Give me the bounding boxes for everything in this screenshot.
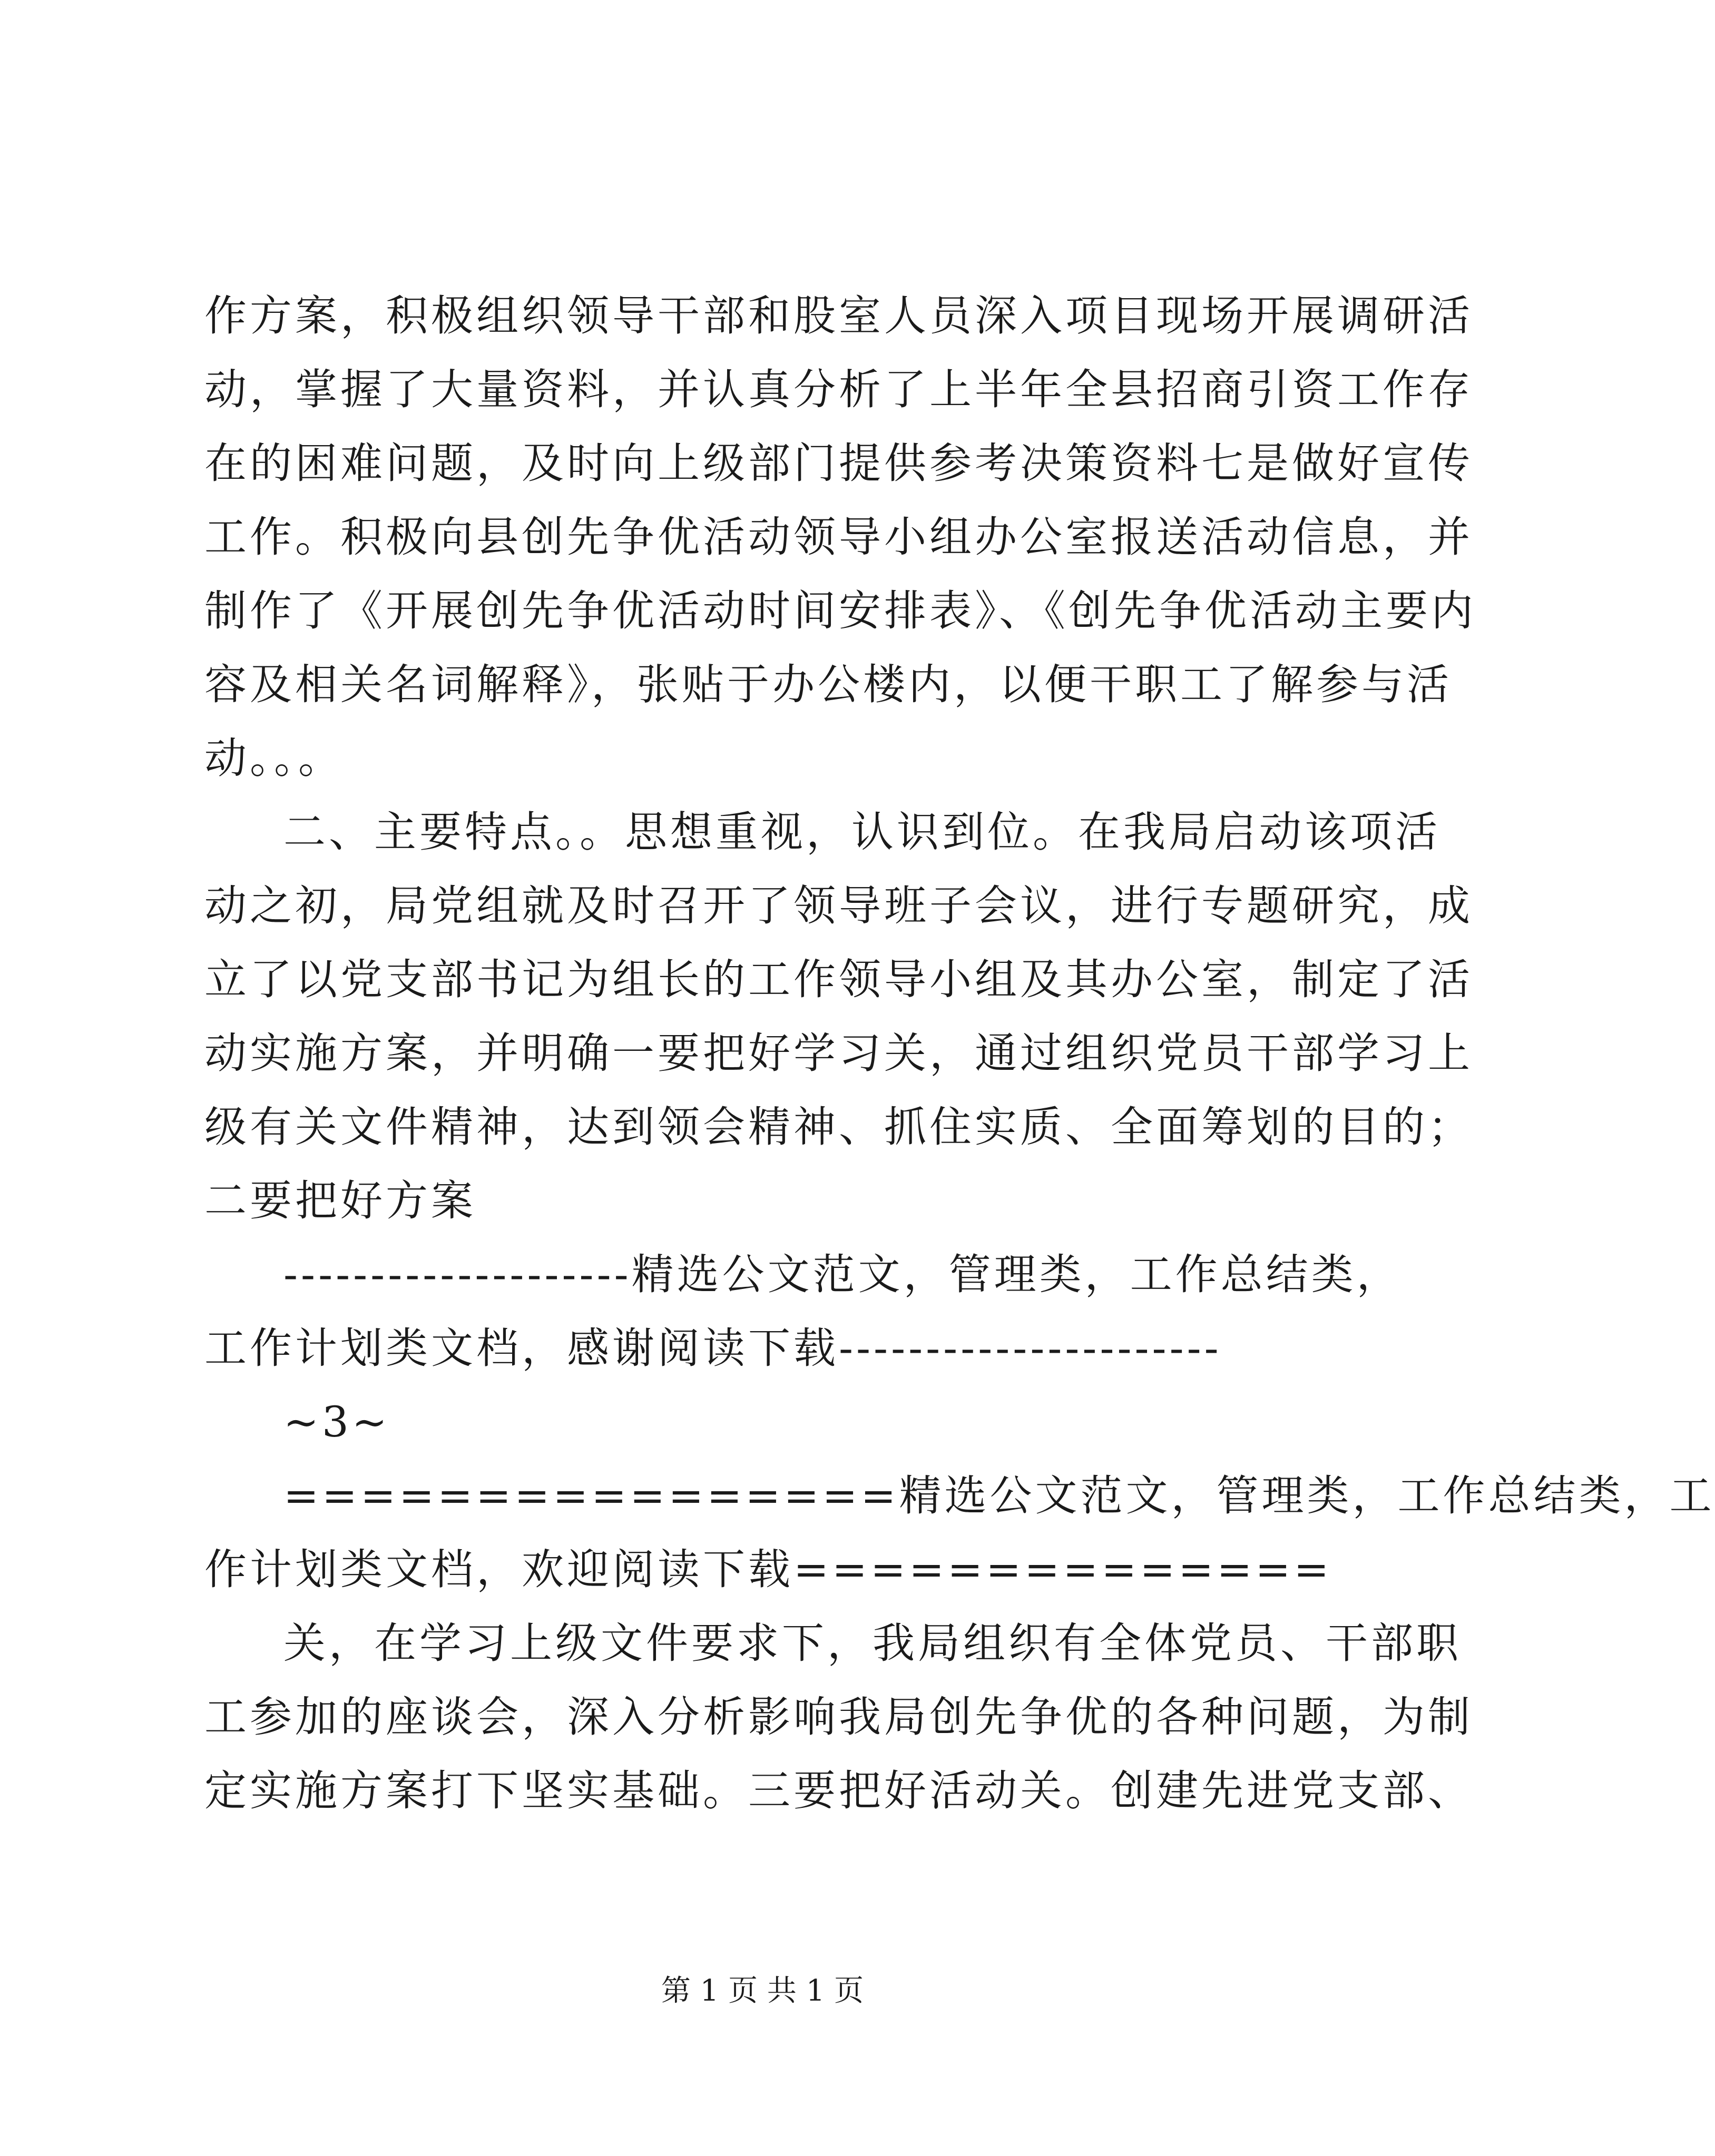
text-line: 立了以党支部书记为组长的工作领导小组及其办公室，制定了活 xyxy=(204,955,1473,1004)
text-line: 定实施方案打下坚实基础。三要把好活动关。创建先进党支部、 xyxy=(204,1766,1473,1815)
text-line: 动，掌握了大量资料，并认真分析了上半年全县招商引资工作存 xyxy=(204,365,1473,414)
text-line: 工参加的座谈会，深入分析影响我局创先争优的各种问题，为制 xyxy=(204,1692,1473,1741)
text-line: ~3~ xyxy=(283,1397,390,1446)
text-line: 作计划类文档，欢迎阅读下载============== xyxy=(204,1545,1332,1594)
text-line: 工作。积极向县创先争优活动领导小组办公室报送活动信息，并 xyxy=(204,513,1473,562)
text-line: 二、主要特点。。思想重视，认识到位。在我局启动该项活 xyxy=(283,808,1440,857)
text-line: --------------------精选公文范文，管理类，工作总结类， xyxy=(283,1250,1402,1299)
text-line: 动实施方案，并明确一要把好学习关，通过组织党员干部学习上 xyxy=(204,1029,1473,1078)
text-line: 级有关文件精神，达到领会精神、抓住实质、全面筹划的目的； xyxy=(204,1102,1473,1151)
text-line: 作方案，积极组织领导干部和股室人员深入项目现场开展调研活 xyxy=(204,291,1473,340)
text-line: 动。。。 xyxy=(204,734,344,783)
text-line: 在的困难问题，及时向上级部门提供参考决策资料七是做好宣传 xyxy=(204,439,1473,488)
text-line: ================精选公文范文，管理类，工作总结类，工 xyxy=(283,1471,1715,1520)
document-body xyxy=(204,279,1715,1828)
text-line: 制作了《开展创先争优活动时间安排表》、《创先争优活动主要内 xyxy=(204,586,1476,635)
text-line: 工作计划类文档，感谢阅读下载---------------------- xyxy=(204,1324,1222,1373)
text-line: 动之初，局党组就及时召开了领导班子会议，进行专题研究，成 xyxy=(204,881,1473,930)
text-line: 关，在学习上级文件要求下，我局组织有全体党员、干部职 xyxy=(283,1619,1462,1668)
text-line: 容及相关名词解释》，张贴于办公楼内，以便干职工了解参与活 xyxy=(204,660,1452,709)
text-line: 二要把好方案 xyxy=(204,1176,476,1225)
page-footer: 第 1 页 共 1 页 xyxy=(661,1974,864,2008)
